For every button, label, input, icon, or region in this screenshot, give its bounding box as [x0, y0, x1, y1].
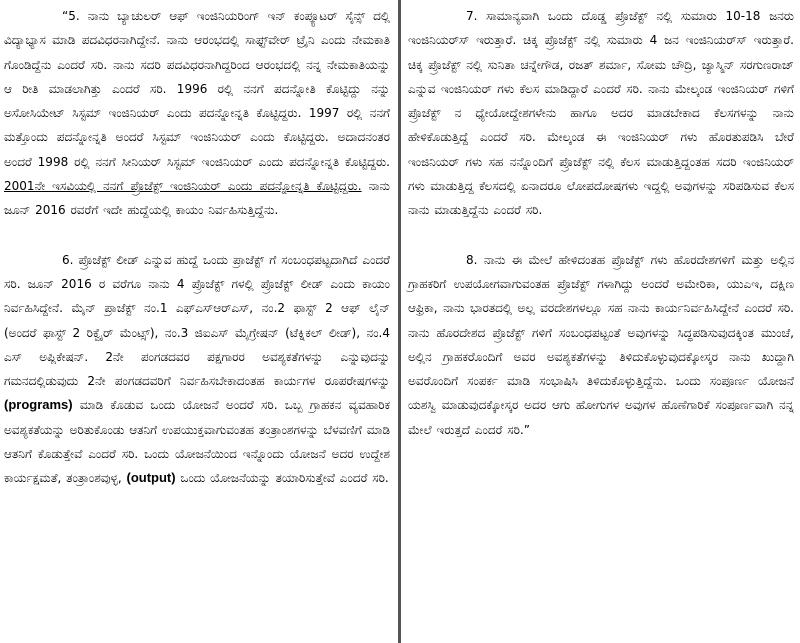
- paragraph-6-text: ಪ್ರೊಜೆಕ್ಟ್ ಲೀಡ್ ಎನ್ನುವ ಹುದ್ದೆ ಒಂದು ಪ್ರಾಜೆಕ್ಟ್ ಗೆ ಸಂಬಂಧಪಟ್ಟದಾಗಿದೆ ಎಂದರೆ ಸರಿ. ಜೂನ್ 2016 ರ ವರೆಗೂ ನಾನು 4 ಪ್ರೊಜೆಕ್ಟ್ ಗಳಲ್ಲಿ ಪ್ರೊಜೆಕ್ಟ್ ಲೀಡ್ ಎಂದು ಕಾಯಂ ನಿರ್ವಹಿಸಿದ್ದೇನೆ. ಮೈನ್ ಪ್ರಾಜೆಕ್ಟ್ ನಂ.1 ಎಫ್‌ಎಸ್ಆರ್‌ಎಸ್, ನಂ.2 ಫಾಸ್ಟ್ 2 ಆಫ್ ಲೈನ್ (ಅಂದರೆ ಫಾಸ್ಟ್ 2 ರಿಕ್ವೈರ್ ಮೆಂಟ್ಸ್), ನಂ.3 ಜಿಐಎಸ್ ಮೈಗ್ರೇಷನ್ (ಟೆಕ್ನಿಕಲ್ ಲೀಡ್), ನಂ.4 ಎಸ್ ಅಪ್ಲಿಕೇಷನ್. 2ನೇ ಪಂಗಡದವರ ಪಕ್ಷಗಾರರ ಅವಶ್ಯಕತೆಗಳನ್ನು ಎನ್ನುವುದನ್ನು ಗಮನದಲ್ಲಿಡುವುದು 2ನೇ ಪಂಗಡದವರಿಗೆ ನಿರ್ವಹಿಸಬೇಕಾದಂತಹ ಕಾರ್ಯಗಳ ರೂಪರೇಷಗಳನ್ನು: [4, 252, 390, 389]
- paragraph-6-text-continued: ಮಾಡಿ ಕೊಡುವ ಒಂದು ಯೋಜನೆ ಅಂದರೆ ಸರಿ. ಒಬ್ಬ ಗ್ರಾಹಕನ ವ್ಯವಹಾರಿಕ ಅವಶ್ಯಕತೆಯನ್ನು ಅರಿತುಕೊಂಡು ಆತನಿಗೆ ಉಪಯುಕ್ತವಾಗುವಂತಹ ತಂತ್ರಾಂಶಗಳನ್ನು ಬೆಳವಣಿಗೆ ಮಾಡಿ ಆತನಿಗೆ ಕೊಡುತ್ತೇವೆ ಎಂದರೆ ಸರಿ. ಒಂದು ಯೋಜನೆಯಿಂದ ಇನ್ನೊಂದು ಯೋಜನೆ ಅದರ ಉದ್ದೇಶ ಕಾರ್ಯಕ್ಷಮತೆ, ತಂತ್ರಾಂಶವುಳ್ಳ,: [4, 398, 390, 486]
- paragraph-5-closing-text: ನಾನು ಜೂನ್ 2016 ರವರೆಗೆ ಇದೇ ಹುದ್ದೆಯಲ್ಲಿ ಕಾಯಂ ನಿರ್ವಹಿಸುತ್ತಿದ್ದೆನು.: [4, 179, 390, 218]
- paragraph-8-number: 8.: [466, 252, 478, 267]
- paragraph-5-text: ನಾನು ಬ್ಯಾಚುಲರ್ ಆಫ್ ಇಂಜಿನಿಯರಿಂಗ್ ಇನ್ ಕಂಪ್ಯೂಟರ್ ಸೈನ್ಸ್ ದಲ್ಲಿ ವಿದ್ಯಾಭ್ಯಾಸ ಮಾಡಿ ಪದವಿಧರನಾಗಿದ್ದೇನೆ. ನಾನು ಆರಂಭದಲ್ಲಿ ಸಾಫ್ಟ್‌ವೇರ್ ಟ್ರೈನಿ ಎಂದು ನೇಮಕಾತಿ ಗೊಂಡಿದ್ದೆನು ಎಂದರೆ ಸರಿ. ನಾನು ಸದರಿ ಪದವಿಧರನಾಗಿದ್ದರಿಂದ ಆರಂಭದಲ್ಲಿ ನನ್ನ ನೇಮಕಾತಿಯನ್ನು ಆ ರೀತಿ ಮಾಡಲಾಗಿತ್ತು ಎಂದರೆ ಸರಿ. 1996 ರಲ್ಲಿ ನನಗೆ ಪದನ್ನೋತಿ ಕೊಟ್ಟಿದ್ದು ನನ್ನು ಅಸೋಸಿಯೇಟ್ ಸಿಸ್ಟಮ್ ಇಂಜಿನಿಯರ್ ಎಂದು ಪದನ್ನೋನ್ನತಿ ಕೊಟ್ಟಿದ್ದರು. 1997 ರಲ್ಲಿ ನನಗೆ ಮತ್ತೊಂದು ಪದನ್ನೋನ್ನತಿ ಅಂದರೆ ಸಿಸ್ಟಮ್ ಇಂಜಿನಿಯರ್ ಎಂದು ಕೊಟ್ಟಿದ್ದರು. ಅದಾದನಂತರ ಅಂದರೆ 1998 ರಲ್ಲಿ ನನಗೆ ಸೀನಿಯರ್ ಸಿಸ್ಟಮ್ ಇಂಜಿನಿಯರ್ ಎಂದು ಪದನ್ನೋನ್ನತಿ ಕೊಟ್ಟಿದ್ದರು.: [4, 9, 390, 169]
- paragraph-6-closing-text: ಒಂದು ಯೋಜನೆಯನ್ನು ತಯಾರಿಸುತ್ತೇವೆ ಎಂದರೆ ಸರಿ.: [180, 471, 389, 486]
- paragraph-7-text: ಸಾಮಾನ್ಯವಾಗಿ ಒಂದು ದೊಡ್ಡ ಪ್ರೊಜೆಕ್ಟ್ ನಲ್ಲಿ ಸುಮಾರು 10-18 ಜನರು ಇಂಜಿನಿಯರ್‌ಸ್ ಇರುತ್ತಾರೆ. ಚಿಕ್ಕ ಪ್ರೊಜೆಕ್ಟ್ ನಲ್ಲಿ ಸುಮಾರು 4 ಜನ ಇಂಜಿನಿಯರ್‌ಸ್ ಇರುತ್ತಾರೆ. ಚಿಕ್ಕ ಪ್ರೊಜೆಕ್ಟ್ ನಲ್ಲಿ ಸುನಿತಾ ಚನ್ನೇಗೌಡ, ರಜತ್ ಶರ್ಮಾ, ಸೋಮ ಚೌದ್ರಿ, ಜ್ಯಾಸ್ಮಿನ್ ಸರಗುಣರಾಜ್ ಎನ್ನುವ ಇಂಜಿನಿಯರ್ ಗಳು ಕೆಲಸ ಮಾಡಿದ್ದಾರೆ ಎಂದರೆ ಸರಿ. ನಾನು ಮೇಲ್ಕಂಡ ಇಂಜಿನಿಯರ್ ಗಳಿಗೆ ಪ್ರೊಜೆಕ್ಟ್ ನ ಧ್ಯೇಯೋದ್ದೇಶಗಳೇನು ಹಾಗೂ ಅದರ ಮಾಡಬೇಕಾದ ಕೆಲಸಗಳನ್ನು ನಾನು ಹೇಳಿಕೊಡುತ್ತಿದ್ದೆ ಎಂದರೆ ಸರಿ. ಮೇಲ್ಕಂಡ ಈ ಇಂಜಿನಿಯರ್ ಗಳು ಹೊರತುಪಡಿಸಿ ಬೇರೆ ಇಂಜಿನಿಯರ್ ಗಳು ಸಹ ನನ್ನೊಂದಿಗೆ ಪ್ರೊಜೆಕ್ಟ್ ನಲ್ಲಿ ಕೆಲಸ ಮಾಡುತ್ತಿದ್ದಂತಹ ಸದರಿ ಇಂಜಿನಿಯರ್ ಗಳು ಮಾಡುತ್ತಿದ್ದ ಕೆಲಸದಲ್ಲಿ ಏನಾದರೂ ಲೋಪದೋಷಗಳು ಇದ್ದಲ್ಲಿ ಅವುಗಳನ್ನು ಸರಿಪಡಿಸುವ ಕೆಲಸ ನಾನು ಮಾಡುತ್ತಿದ್ದೆನು ಎಂದರೆ ಸರಿ.: [408, 9, 794, 218]
- paragraph-7: [408, 4, 794, 223]
- paragraph-6: [4, 248, 390, 491]
- paragraph-8-text: ನಾನು ಈ ಮೇಲೆ ಹೇಳಿದಂತಹ ಪ್ರೊಜೆಕ್ಟ್ ಗಳು ಹೊರದೇಶಗಳಿಗೆ ಮತ್ತು ಅಲ್ಲಿನ ಗ್ರಾಹಕರಿಗೆ ಉಪಯೋಗವಾಗುವಂತಹ ಪ್ರೊಜೆಕ್ಟ್ ಗಳಾಗಿದ್ದು ಅಂದರೆ ಅಮೇರಿಕಾ, ಯುಎಇ, ದಕ್ಷಿಣ ಆಫ್ರಿಕಾ, ನಾನು ಭಾರತದಲ್ಲಿ ಅಲ್ಲ ವರದೇಶಗಳಲ್ಲೂ ಸಹ ನಾನು ಕಾರ್ಯನಿರ್ವಹಿಸಿದ್ದೇನೆ ಎಂದರೆ ಸರಿ. ನಾನು ಹೊರದೇಶದ ಪ್ರೊಜೆಕ್ಟ್ ಗಳಿಗೆ ಸಂಬಂಧಪಟ್ಟಂತೆ ಅವುಗಳನ್ನು ಸಿದ್ಧಪಡಿಸುವುದಕ್ಕಿಂತ ಮುಂಚೆ, ಅಲ್ಲಿನ ಗ್ರಾಹಕರೊಂದಿಗೆ ಅವರ ಅವಶ್ಯಕತೆಗಳನ್ನು ತಿಳಿದುಕೊಳ್ಳುವುದಕ್ಕೋಸ್ಕರ ನಾನು ಖುದ್ದಾಗಿ ಅವರೊಂದಿಗೆ ಸಂಪರ್ಕ ಮಾಡಿ ಸಂಭಾಷಿಸಿ ತಿಳಿದುಕೊಳ್ಳುತ್ತಿದ್ದೆನು. ಒಂದು ಸಂಪೂರ್ಣ ಯೋಜನೆ ಯಶಸ್ವಿ ಮಾಡುವುದಕ್ಕೋಸ್ಕರ ಅದರ ಆಗು ಹೋಗುಗಳ ಅವುಗಳ ಹೊಣೆಗಾರಿಕೆ ಸಂಪೂರ್ಣವಾಗಿ ನನ್ನ ಮೇಲೆ ಇರುತ್ತದೆ ಎಂದರೆ ಸರಿ.”: [408, 252, 795, 437]
- paragraph-8: [408, 248, 794, 442]
- paragraph-5-underlined-text: 2001ನೇ ಇಸವಿಯಲ್ಲಿ ನನಗೆ ಪ್ರೊಜೆಕ್ಟ್ ಇಂಜಿನಿಯರ್ ಎಂದು ಪದನ್ನೋನ್ನತಿ ಕೊಟ್ಟಿದ್ದರು.: [4, 179, 362, 194]
- paragraph-7-number: 7.: [466, 9, 478, 23]
- right-column: [408, 4, 794, 467]
- left-column: [4, 4, 390, 516]
- paragraph-5: [4, 4, 390, 223]
- paragraph-6-bold-programs: (programs): [4, 397, 73, 413]
- column-divider: [398, 0, 401, 643]
- paragraph-6-number: 6.: [62, 252, 74, 267]
- paragraph-5-number: “5.: [62, 9, 80, 23]
- paragraph-6-bold-output: (output): [126, 470, 176, 486]
